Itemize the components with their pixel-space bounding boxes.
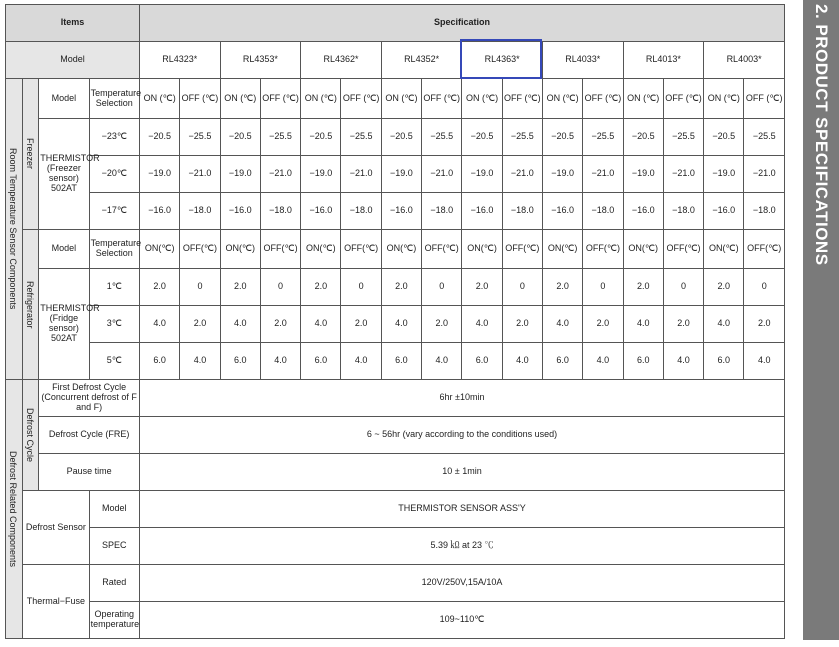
off-value: −21.0 (744, 156, 785, 193)
off-value: −21.0 (422, 156, 462, 193)
on-value: −16.0 (381, 193, 421, 230)
off-value: −25.5 (744, 119, 785, 156)
refrigerator-temp: 5℃ (89, 343, 139, 380)
on-value: 6.0 (381, 343, 421, 380)
on-value: −19.0 (542, 156, 582, 193)
thermal-fuse-op-label: Operating temperature (89, 602, 139, 639)
off-header: OFF (℃) (180, 79, 220, 119)
thermal-fuse-op-value: 109~110℃ (140, 602, 785, 639)
off-value: 4.0 (422, 343, 462, 380)
on-value: −19.0 (381, 156, 421, 193)
first-defrost-label: First Defrost Cycle (Concurrent defrost of F and F) (39, 380, 140, 417)
on-value: 4.0 (623, 306, 663, 343)
on-header: ON(℃) (462, 230, 502, 269)
off-header: OFF(℃) (180, 230, 220, 269)
off-value: −25.5 (502, 119, 542, 156)
on-value: −20.5 (623, 119, 663, 156)
on-value: 6.0 (220, 343, 260, 380)
model-name: RL4362* (301, 42, 382, 79)
on-value: −16.0 (140, 193, 180, 230)
on-header: ON (℃) (301, 79, 341, 119)
off-value: 2.0 (663, 306, 703, 343)
off-value: −25.5 (663, 119, 703, 156)
on-value: −16.0 (542, 193, 582, 230)
freezer-model-label: Model (39, 79, 89, 119)
model-header: Model (6, 42, 140, 79)
on-value: 2.0 (140, 269, 180, 306)
on-header: ON (℃) (542, 79, 582, 119)
on-value: −20.5 (140, 119, 180, 156)
off-value: −25.5 (583, 119, 623, 156)
thermal-fuse-rated-value: 120V/250V,15A/10A (140, 565, 785, 602)
on-header: ON (℃) (220, 79, 260, 119)
pause-time-label: Pause time (39, 454, 140, 491)
off-header: OFF(℃) (422, 230, 462, 269)
on-value: 4.0 (462, 306, 502, 343)
on-value: 2.0 (220, 269, 260, 306)
on-value: −16.0 (220, 193, 260, 230)
on-value: 2.0 (542, 269, 582, 306)
thermal-fuse-rated-label: Rated (89, 565, 139, 602)
off-value: 4.0 (341, 343, 381, 380)
model-name: RL4013* (623, 42, 704, 79)
off-value: 0 (341, 269, 381, 306)
items-header: Items (6, 5, 140, 42)
on-value: 4.0 (301, 306, 341, 343)
off-value: −21.0 (180, 156, 220, 193)
on-value: 6.0 (140, 343, 180, 380)
off-value: −25.5 (341, 119, 381, 156)
on-value: 2.0 (301, 269, 341, 306)
refrigerator-temp-selection: Temperature Selection (89, 230, 139, 269)
defrost-cycle-label: Defrost Cycle (FRE) (39, 417, 140, 454)
off-value: −18.0 (180, 193, 220, 230)
section-title: 2. PRODUCT SPECIFICATIONS (812, 4, 831, 266)
on-value: −20.5 (381, 119, 421, 156)
room-temp-group: Room Temperature Sensor Components (6, 79, 23, 380)
off-value: 0 (260, 269, 300, 306)
on-header: ON(℃) (542, 230, 582, 269)
on-header: ON(℃) (140, 230, 180, 269)
on-value: −19.0 (462, 156, 502, 193)
freezer-temp-selection: Temperature Selection (89, 79, 139, 119)
on-value: −20.5 (301, 119, 341, 156)
on-value: −20.5 (462, 119, 502, 156)
refrigerator-model-label: Model (39, 230, 89, 269)
off-header: OFF (℃) (341, 79, 381, 119)
on-value: −20.5 (704, 119, 744, 156)
off-header: OFF(℃) (341, 230, 381, 269)
on-value: −16.0 (704, 193, 744, 230)
refrigerator-group: Refrigerator (23, 230, 39, 380)
on-value: −19.0 (623, 156, 663, 193)
model-name: RL4033* (542, 42, 623, 79)
on-header: ON (℃) (381, 79, 421, 119)
model-name: RL4003* (704, 42, 785, 79)
on-value: 4.0 (542, 306, 582, 343)
off-value: 4.0 (663, 343, 703, 380)
off-value: 2.0 (744, 306, 785, 343)
off-header: OFF(℃) (260, 230, 300, 269)
on-value: 2.0 (704, 269, 744, 306)
off-value: 4.0 (744, 343, 785, 380)
on-value: −16.0 (301, 193, 341, 230)
on-value: −16.0 (623, 193, 663, 230)
defrost-sensor-label: Defrost Sensor (23, 491, 89, 565)
defrost-related-group: Defrost Related Components (6, 380, 23, 639)
off-value: −21.0 (502, 156, 542, 193)
model-name: RL4353* (220, 42, 301, 79)
on-value: −20.5 (220, 119, 260, 156)
off-value: 2.0 (583, 306, 623, 343)
on-value: 6.0 (462, 343, 502, 380)
off-header: OFF(℃) (744, 230, 785, 269)
on-value: 4.0 (381, 306, 421, 343)
spec-table (5, 4, 785, 639)
refrigerator-temp: 1℃ (89, 269, 139, 306)
off-value: 4.0 (180, 343, 220, 380)
specification-header: Specification (140, 5, 785, 42)
on-header: ON(℃) (704, 230, 744, 269)
off-value: 0 (180, 269, 220, 306)
off-value: 2.0 (260, 306, 300, 343)
on-value: 4.0 (140, 306, 180, 343)
on-value: 2.0 (623, 269, 663, 306)
model-name: RL4352* (381, 42, 462, 79)
off-header: OFF(℃) (583, 230, 623, 269)
off-value: −18.0 (341, 193, 381, 230)
model-name: RL4323* (140, 42, 221, 79)
refrigerator-thermistor-label: THERMISTOR (Fridge sensor) 502AT (39, 269, 89, 380)
model-name: RL4363* (462, 42, 543, 79)
on-value: −19.0 (301, 156, 341, 193)
off-value: 0 (744, 269, 785, 306)
on-value: −19.0 (140, 156, 180, 193)
off-value: −18.0 (583, 193, 623, 230)
freezer-temp: −17℃ (89, 193, 139, 230)
off-header: OFF (℃) (583, 79, 623, 119)
off-header: OFF(℃) (663, 230, 703, 269)
off-value: −21.0 (260, 156, 300, 193)
on-value: −19.0 (220, 156, 260, 193)
on-value: 2.0 (381, 269, 421, 306)
first-defrost-value: 6hr ±10min (140, 380, 785, 417)
on-value: 6.0 (542, 343, 582, 380)
off-value: −25.5 (260, 119, 300, 156)
on-header: ON(℃) (623, 230, 663, 269)
defrost-cycle-group: Defrost Cycle (23, 380, 39, 491)
defrost-sensor-spec-value: 5.39 ㏀ at 23 ℃ (140, 528, 785, 565)
defrost-sensor-spec-label: SPEC (89, 528, 139, 565)
on-header: ON (℃) (704, 79, 744, 119)
off-value: −18.0 (663, 193, 703, 230)
off-header: OFF (℃) (502, 79, 542, 119)
off-value: 4.0 (583, 343, 623, 380)
on-header: ON(℃) (301, 230, 341, 269)
off-value: −18.0 (422, 193, 462, 230)
off-value: 0 (502, 269, 542, 306)
off-value: 4.0 (502, 343, 542, 380)
off-value: −18.0 (744, 193, 785, 230)
off-header: OFF (℃) (260, 79, 300, 119)
off-value: −25.5 (180, 119, 220, 156)
off-value: −25.5 (422, 119, 462, 156)
on-value: 2.0 (462, 269, 502, 306)
freezer-thermistor-label: THERMISTOR (Freezer sensor) 502AT (39, 119, 89, 230)
defrost-sensor-model-value: THERMISTOR SENSOR ASS'Y (140, 491, 785, 528)
thermal-fuse-label: Thermal−Fuse (23, 565, 89, 639)
freezer-group: Freezer (23, 79, 39, 230)
on-value: 6.0 (704, 343, 744, 380)
defrost-sensor-model-label: Model (89, 491, 139, 528)
off-header: OFF (℃) (744, 79, 785, 119)
off-value: 2.0 (180, 306, 220, 343)
on-header: ON (℃) (462, 79, 502, 119)
on-value: −16.0 (462, 193, 502, 230)
freezer-temp: −20℃ (89, 156, 139, 193)
on-header: ON(℃) (220, 230, 260, 269)
on-value: 4.0 (704, 306, 744, 343)
off-value: −21.0 (341, 156, 381, 193)
off-value: 2.0 (502, 306, 542, 343)
off-value: 0 (663, 269, 703, 306)
on-value: 6.0 (301, 343, 341, 380)
refrigerator-temp: 3℃ (89, 306, 139, 343)
off-value: −18.0 (502, 193, 542, 230)
off-value: 4.0 (260, 343, 300, 380)
off-header: OFF(℃) (502, 230, 542, 269)
on-value: 4.0 (220, 306, 260, 343)
off-header: OFF (℃) (422, 79, 462, 119)
off-value: 2.0 (341, 306, 381, 343)
off-value: −21.0 (663, 156, 703, 193)
on-header: ON(℃) (381, 230, 421, 269)
off-value: 0 (583, 269, 623, 306)
off-value: 2.0 (422, 306, 462, 343)
defrost-cycle-value: 6 ~ 56hr (vary according to the conditions used) (140, 417, 785, 454)
off-value: 0 (422, 269, 462, 306)
on-value: −19.0 (704, 156, 744, 193)
on-value: −20.5 (542, 119, 582, 156)
off-value: −21.0 (583, 156, 623, 193)
on-header: ON (℃) (140, 79, 180, 119)
freezer-temp: −23℃ (89, 119, 139, 156)
pause-time-value: 10 ± 1min (140, 454, 785, 491)
on-value: 6.0 (623, 343, 663, 380)
on-header: ON (℃) (623, 79, 663, 119)
off-value: −18.0 (260, 193, 300, 230)
off-header: OFF (℃) (663, 79, 703, 119)
